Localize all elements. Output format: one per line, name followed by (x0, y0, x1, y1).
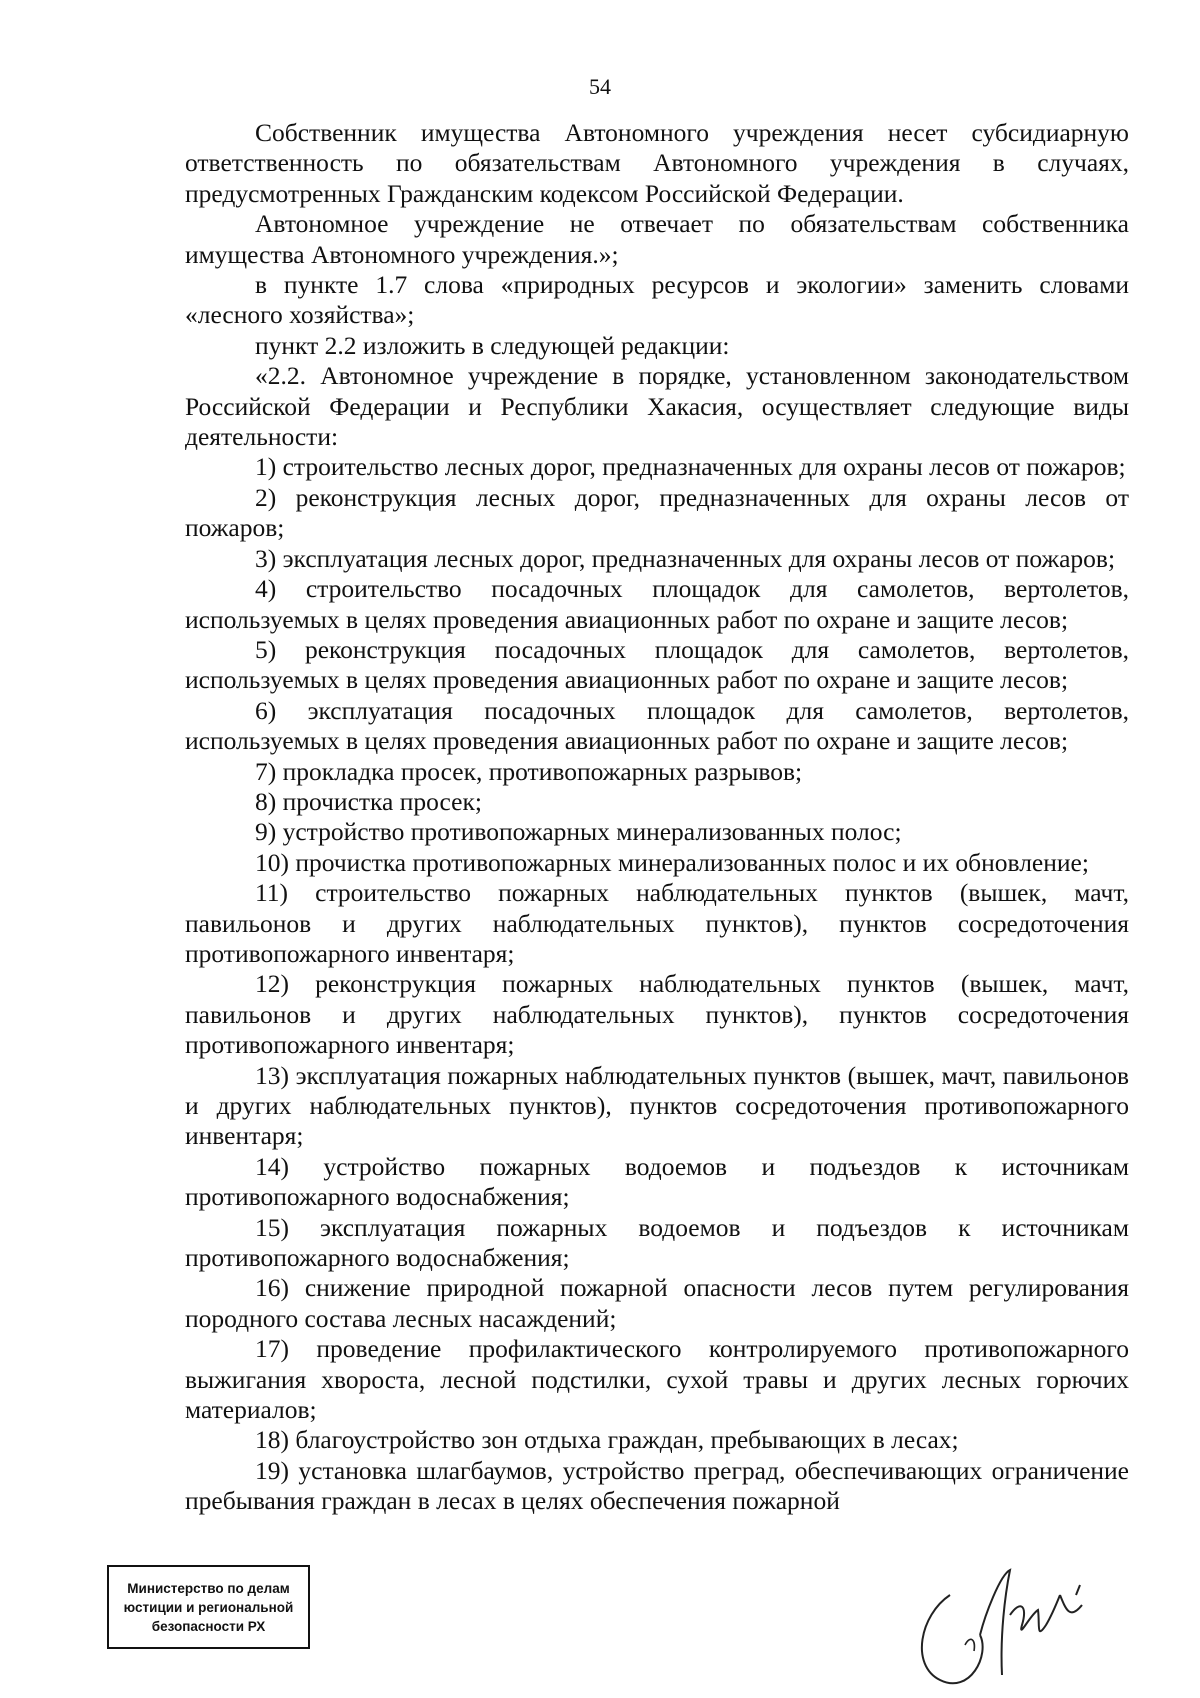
document-body (185, 118, 1129, 1517)
page-number: 54 (589, 74, 611, 99)
stamp-line-2: юстиции и региональной (123, 1599, 294, 1615)
paragraph: 18) благоустройство зон отдыха граждан, пребывающих в лесах; (255, 1425, 959, 1455)
paragraph: «2.2. Автономное учреждение в порядке, установленном законодательством Российской Федерации и Республики Хакасия, осуществляет следующие виды деятельности: (185, 361, 1129, 452)
paragraph: 3) эксплуатация лесных дорог, предназначенных для охраны лесов от пожаров; (255, 543, 1116, 573)
paragraph: Автономное учреждение не отвечает по обязательствам собственника имущества Автономного учреждения.»; (185, 209, 1129, 269)
paragraph: 14) устройство пожарных водоемов и подъездов к источникам противопожарного водоснабжения; (185, 1151, 1129, 1212)
paragraph: 4) строительство посадочных площадок для самолетов, вертолетов, используемых в целях проведения авиационных работ по охране и защите лесов; (185, 574, 1129, 634)
paragraph: 6) эксплуатация посадочных площадок для самолетов, вертолетов, используемых в целях проведения авиационных работ по охране и защите лесов; (185, 695, 1129, 756)
paragraph: 8) прочистка просек; (255, 786, 482, 816)
paragraph: пункт 2.2 изложить в следующей редакции: (255, 330, 730, 360)
paragraph: 5) реконструкция посадочных площадок для самолетов, вертолетов, используемых в целях проведения авиационных работ по охране и защите лесов; (185, 634, 1129, 695)
paragraph: 19) установка шлагбаумов, устройство преград, обеспечивающих ограничение пребывания граждан в лесах в целях обеспечения пожарной (185, 1455, 1129, 1516)
paragraph: 1) строительство лесных дорог, предназначенных для охраны лесов от пожаров; (255, 452, 1126, 482)
paragraph: 16) снижение природной пожарной опасности лесов путем регулирования породного состава лесных насаждений; (185, 1273, 1129, 1333)
paragraph: Собственник имущества Автономного учреждения несет субсидиарную ответственность по обязательствам Автономного учреждения в случаях, предусмотренных Гражданским кодексом Российской Федерации. (185, 118, 1129, 208)
stamp-line-3: безопасности РХ (151, 1618, 266, 1634)
paragraph: 7) прокладка просек, противопожарных разрывов; (255, 756, 803, 786)
paragraph: 12) реконструкция пожарных наблюдательных пунктов (вышек, мачт, павильонов и других наблюдательных пунктов), пунктов сосредоточения противопожарного инвентаря; (185, 969, 1129, 1060)
stamp-line-1: Министерство по делам (127, 1580, 290, 1596)
paragraph: 10) прочистка противопожарных минерализованных полос и их обновление; (255, 847, 1089, 877)
paragraph: 15) эксплуатация пожарных водоемов и подъездов к источникам противопожарного водоснабжения; (185, 1212, 1129, 1273)
paragraph: 13) эксплуатация пожарных наблюдательных пунктов (вышек, мачт, павильонов и других наблюдательных пунктов), пунктов сосредоточения противопожарного инвентаря; (185, 1060, 1129, 1151)
paragraph: 9) устройство противопожарных минерализованных полос; (255, 817, 902, 847)
paragraph: 11) строительство пожарных наблюдательных пунктов (вышек, мачт, павильонов и других наблюдательных пунктов), пунктов сосредоточения противопожарного инвентаря; (185, 878, 1129, 968)
paragraph: в пункте 1.7 слова «природных ресурсов и экологии» заменить словами «лесного хозяйства»; (185, 270, 1129, 330)
paragraph: 2) реконструкция лесных дорог, предназначенных для охраны лесов от пожаров; (185, 482, 1129, 543)
signature (910, 1555, 1140, 1695)
ministry-stamp (107, 1565, 310, 1649)
paragraph: 17) проведение профилактического контролируемого противопожарного выжигания хвороста, лесной подстилки, сухой травы и других лесных горючих материалов; (185, 1334, 1129, 1425)
